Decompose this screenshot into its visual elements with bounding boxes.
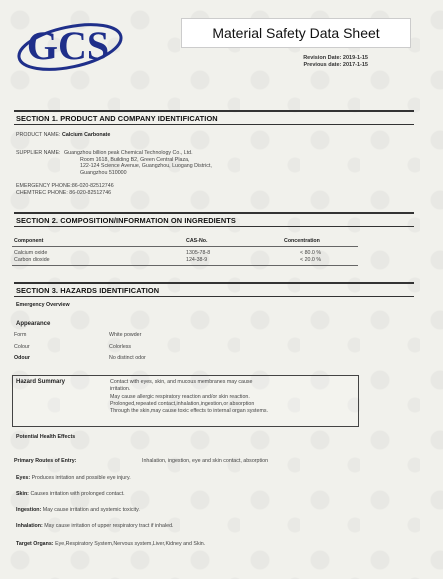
form-value: White powder [109,332,142,338]
colour-value: Colorless [109,344,132,350]
effect-eyes-value: Produces irritation and possible eye injury. [31,475,131,481]
potential-health-effects-heading: Potential Health Effects [16,434,76,440]
hazard-line-3: May cause allergic respiratory reaction and/or skin reaction. [110,394,250,400]
supplier-line-1: Guangzhou billion peak Chemical Technology Co., Ltd. [64,150,193,156]
odour-label: Odour [14,355,30,361]
supplier-name-label: SUPPLIER NAME: [16,150,61,156]
effect-ingestion [16,507,140,514]
col-cas-no: CAS-No. [186,238,208,244]
effect-ingestion-value: May cause irritation and systemic toxicity. [42,507,140,513]
effect-inhalation-value: May cause irritation of upper respiratory tract if inhaled. [44,523,174,529]
row-1-conc: < 80.0 % [300,250,322,256]
table-bottom-rule [12,265,358,266]
supplier-line-4: Guangzhou 510000 [80,169,127,176]
effect-ingestion-label: Ingestion: [16,507,42,513]
form-label: Form [14,332,27,338]
emergency-phone: EMERGENCY PHONE:86-020-82512746 [16,183,114,189]
section-rule [14,110,414,112]
revision-dates [248,55,368,69]
table-header-rule [12,246,358,247]
section-1-heading: SECTION 1. PRODUCT AND COMPANY IDENTIFICATION [16,114,218,123]
section-2-heading: SECTION 2. COMPOSITION/INFORMATION ON INGREDIENTS [16,216,236,225]
section-rule [14,212,414,214]
effect-skin-value: Causes irritation with prolonged contact. [30,491,125,497]
routes-label: Primary Routes of Entry: [14,458,77,464]
odour-value: No distinct odor [109,355,146,361]
section-rule [14,282,414,284]
hazard-line-4: Prolonged,repeated contact,inhalation,ingestion,or absorption [110,401,255,407]
emergency-overview-heading: Emergency Overview [16,302,70,308]
hazard-summary-label: Hazard Summary [16,379,66,385]
section-rule [14,124,414,125]
col-concentration: Concentration [284,238,320,244]
effect-eyes-label: Eyes: [16,475,31,481]
effect-skin [16,491,125,498]
section-rule [14,226,414,227]
hazard-line-2: irritation. [110,386,131,392]
appearance-heading: Appearance [16,321,51,327]
previous-date: Previous date: 2017-1-15 [303,62,368,68]
revision-date: Revision Date: 2019-1-15 [303,55,368,61]
effect-target-organs-value: Eye,Respiratory System,Nervous system,Liver,Kidney and Skin. [55,541,206,547]
effect-target-organs-label: Target Organs: [16,541,54,547]
col-component: Component [14,238,44,244]
gcs-logo [8,14,128,76]
colour-label: Colour [14,344,30,350]
product-name-label: PRODUCT NAME: [16,132,61,138]
effect-target-organs [16,541,205,548]
hazard-line-5: Through the skin,may cause toxic effects to internal organ systems. [110,408,269,414]
supplier-line-2: Room 1618, Building B2, Green Central Plaza, [80,156,190,163]
row-2-component: Carbon dioxide [14,257,50,263]
row-2-conc: < 20.0 % [300,257,322,263]
row-2-cas: 124-38-9 [186,257,208,263]
row-1-component: Calcium oxide [14,250,48,256]
hazard-line-1: Contact with eyes, skin, and mucous membranes may cause [110,379,253,385]
product-name-value: Calcium Carbonate [62,132,111,138]
chemtrec-phone: CHEMTREC PHONE: 86-020-82512746 [16,190,112,196]
effect-inhalation-label: Inhalation: [16,523,43,529]
effect-skin-label: Skin: [16,491,29,497]
svg-text:GCS: GCS [26,23,110,68]
row-1-cas: 1305-78-8 [186,250,211,256]
effect-inhalation [16,523,174,530]
section-rule [14,296,414,297]
document-title: Material Safety Data Sheet [181,18,411,48]
section-3-heading: SECTION 3. HAZARDS IDENTIFICATION [16,286,160,295]
supplier-line-3: 122-124 Science Avenue, Guangzhou, Luogang District, [80,163,212,169]
routes-value: Inhalation, ingestion, eye and skin contact, absorption [142,458,269,464]
effect-eyes [16,475,131,482]
